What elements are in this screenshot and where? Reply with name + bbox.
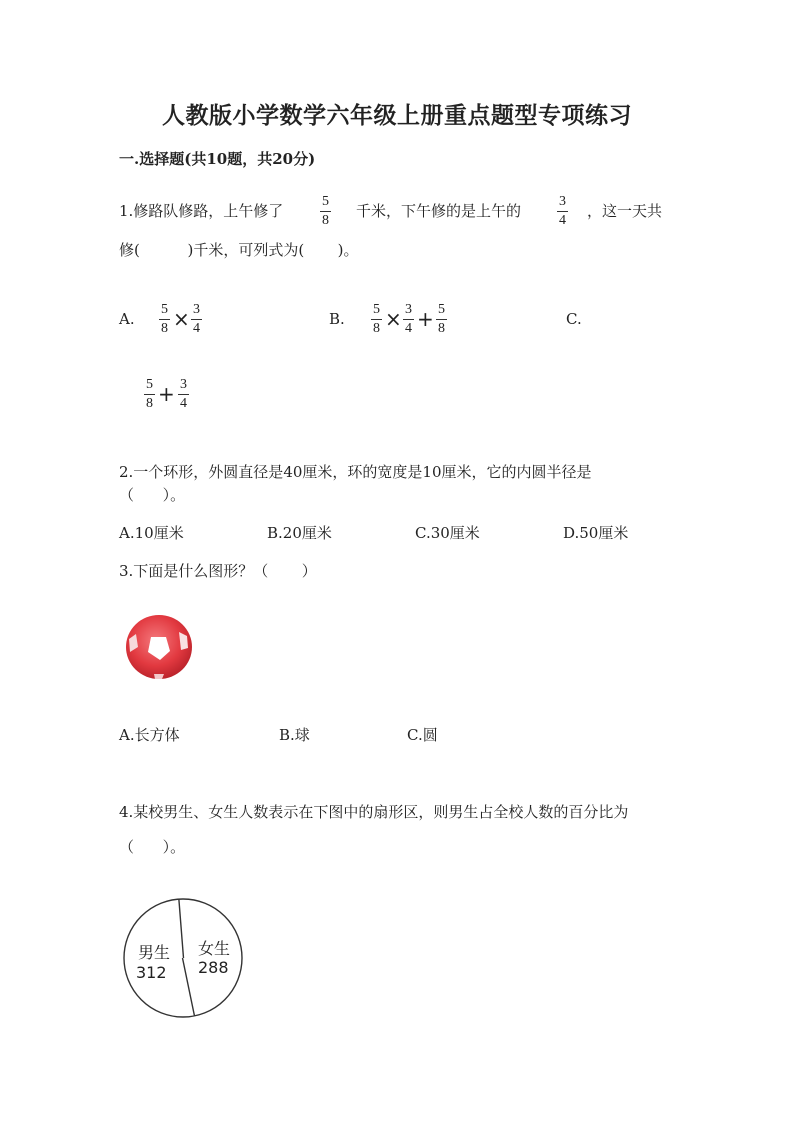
- q1-text-part1: 1.修路队修路，上午修了: [119, 202, 284, 220]
- q3-option-b: B.球: [279, 726, 310, 744]
- fraction-denominator: 8: [373, 321, 380, 336]
- fraction-numerator: 5: [161, 302, 168, 317]
- fraction-bar: [191, 319, 202, 320]
- fraction-denominator: 4: [193, 321, 200, 336]
- fraction-numerator: 5: [373, 302, 380, 317]
- q1-text-line2: 修( )千米，可列式为( )。: [119, 241, 359, 259]
- fraction-bar: [144, 394, 155, 395]
- pie-label-girls: 女生: [198, 939, 231, 958]
- pie-label-boys: 男生: [138, 943, 171, 962]
- q4-text-line2: （ ）。: [119, 838, 186, 856]
- times-sign: ×: [173, 307, 190, 331]
- fraction-denominator: 4: [180, 396, 187, 411]
- fraction-denominator: 8: [322, 213, 329, 228]
- q2-option-c: C.30厘米: [415, 524, 480, 542]
- fraction-numerator: 3: [559, 194, 566, 209]
- fraction-denominator: 4: [559, 213, 566, 228]
- fraction-numerator: 5: [322, 194, 329, 209]
- q3-text: 3.下面是什么图形？（ ）: [119, 562, 317, 580]
- q4-text-line1: 4.某校男生、女生人数表示在下图中的扇形区，则男生占全校人数的百分比为: [119, 803, 629, 821]
- q1-option-b-fraction-2: [403, 302, 414, 336]
- fraction-denominator: 8: [438, 321, 445, 336]
- pie-value-boys: 312: [136, 963, 167, 982]
- q1-option-c-fraction-1: [144, 377, 155, 411]
- q2-option-a: A.10厘米: [119, 524, 184, 542]
- q1-option-a-label: A.: [119, 310, 135, 328]
- q1-option-a-fraction-2: [191, 302, 202, 336]
- q1-fraction-1: [320, 194, 331, 228]
- q2-option-b: B.20厘米: [267, 524, 332, 542]
- q3-option-a: A.长方体: [119, 726, 180, 744]
- fraction-numerator: 3: [405, 302, 412, 317]
- q2-text-line1: 2.一个环形，外圆直径是40厘米，环的宽度是10厘米，它的内圆半径是: [119, 463, 592, 481]
- fraction-bar: [403, 319, 414, 320]
- soccer-ball-image: [124, 612, 196, 682]
- fraction-numerator: 3: [180, 377, 187, 392]
- fraction-bar: [436, 319, 447, 320]
- q1-option-c-label: C.: [566, 310, 582, 328]
- fraction-bar: [320, 211, 331, 212]
- plus-sign: +: [417, 307, 434, 331]
- q1-option-b-label: B.: [329, 310, 345, 328]
- times-sign: ×: [385, 307, 402, 331]
- fraction-numerator: 5: [146, 377, 153, 392]
- page-title: 人教版小学数学六年级上册重点题型专项练习: [162, 102, 632, 129]
- fraction-denominator: 4: [405, 321, 412, 336]
- q1-text-part3: ，这一天共: [587, 202, 663, 220]
- q1-option-b-fraction-1: [371, 302, 382, 336]
- fraction-numerator: 3: [193, 302, 200, 317]
- fraction-bar: [178, 394, 189, 395]
- q1-option-a-fraction-1: [159, 302, 170, 336]
- plus-sign: +: [158, 382, 175, 406]
- pie-value-girls: 288: [198, 958, 229, 977]
- fraction-denominator: 8: [146, 396, 153, 411]
- section-heading: 一.选择题(共10题，共20分): [119, 150, 316, 168]
- fraction-bar: [159, 319, 170, 320]
- pie-chart: [118, 862, 250, 1022]
- q1-fraction-2: [557, 194, 568, 228]
- q1-text-part2: 千米，下午修的是上午的: [356, 202, 522, 220]
- fraction-bar: [557, 211, 568, 212]
- fraction-denominator: 8: [161, 321, 168, 336]
- fraction-bar: [371, 319, 382, 320]
- q1-option-c-fraction-2: [178, 377, 189, 411]
- fraction-numerator: 5: [438, 302, 445, 317]
- q1-option-b-fraction-3: [436, 302, 447, 336]
- q2-option-d: D.50厘米: [563, 524, 629, 542]
- q3-option-c: C.圆: [407, 726, 438, 744]
- q2-text-line2: （ ）。: [119, 486, 186, 504]
